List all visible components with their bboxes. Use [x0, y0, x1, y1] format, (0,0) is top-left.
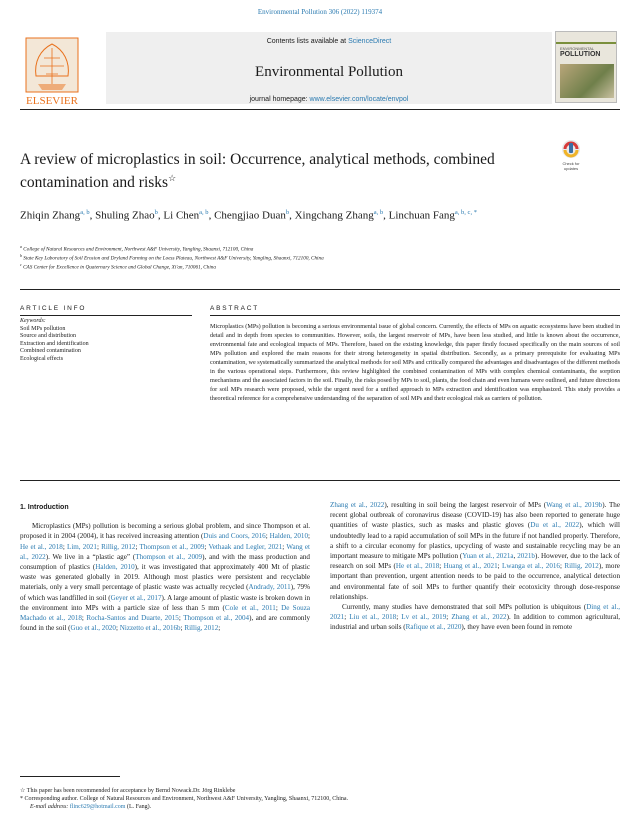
body-text: ; [204, 542, 209, 551]
body-text: ; [446, 613, 452, 622]
body-text: ; [265, 532, 270, 541]
body-text: ), more important than prevention, urgent attention needs to be paid to the occurrence, analytical detection and environmental fate of soil MPs to further quantify their ecotoxicity through dose-response relationships. [330, 562, 620, 601]
author-name[interactable]: Xingchang Zhang [294, 209, 374, 222]
citation-link[interactable]: Lwanga et al., 2016 [502, 562, 560, 571]
email-link[interactable]: flinc629@hotmail.com [69, 804, 126, 810]
journal-cover-thumbnail[interactable] [555, 31, 617, 103]
keyword-item: Ecological effects [20, 355, 64, 362]
citation-link[interactable]: Rafique et al., 2020 [405, 623, 462, 632]
citation-link[interactable]: Liu et al., 2018 [349, 613, 397, 622]
body-text: ; [96, 542, 102, 551]
author-name[interactable]: Zhiqin Zhang [20, 209, 81, 222]
citation-link[interactable]: Nizzetto et al., 2016b [119, 624, 181, 633]
body-text: ; [62, 542, 67, 551]
citation-link[interactable]: Zhang et al., 2022 [330, 501, 385, 509]
body-text: Microplastics (MPs) pollution is becoming a serious global problem, and since Thompson et al. proposed it in 2004 (2004), it has received increasing attention ( [20, 522, 310, 541]
author-list: Zhiqin Zhang$^{a, b}$, Shuling Zhao$^b$, Li Chen$^{a, b}$, Chengjiao Duan$^b$, Xingchang Zhang$^{a, b}$, Linchuan Fang$^{a, b, c, *}$ [20, 209, 477, 222]
citation-link[interactable]: He et al., 2018 [20, 542, 63, 551]
body-text: ), and are commonly found in the soil ( [20, 614, 310, 633]
journal-homepage: journal homepage: www.elsevier.com/locate/envpol [249, 96, 409, 103]
author-affiliation-sup[interactable]: b [154, 209, 158, 216]
footnote-star: ☆ This paper has been recommended for acceptance by Bernd Nowack.Dr. Jörg Rinklebe [20, 788, 236, 794]
citation-link[interactable]: Wang et al., 2019b [546, 501, 603, 509]
body-text: ; [178, 614, 184, 623]
author-name[interactable]: Li Chen [163, 209, 200, 222]
cover-title: POLLUTION [560, 51, 601, 58]
footnote-rule [20, 776, 120, 777]
body-text: ; [218, 624, 221, 633]
body-text: ). In addition to common agricultural, industrial and urban soils ( [330, 613, 620, 632]
citation-link[interactable]: Ding et al., 2021 [330, 603, 620, 622]
citation-link[interactable]: Vethaak and Legler, 2021 [208, 542, 283, 551]
cover-image [560, 64, 614, 98]
citation-link[interactable]: Wang et al., 2022 [20, 542, 311, 561]
cover-kicker: ENVIRONMENTAL [560, 46, 595, 51]
body-text: , [513, 552, 518, 561]
body-text: ; [135, 542, 140, 551]
citation-link[interactable]: Andrady, 2011 [248, 583, 291, 592]
author-affiliation-sup[interactable]: a, b [199, 209, 209, 216]
homepage-link[interactable]: www.elsevier.com/locate/envpol [309, 96, 409, 103]
body-text: ; [275, 603, 282, 612]
body-text: ; [439, 562, 444, 571]
abstract-rule [210, 315, 620, 316]
body-text: ; [344, 613, 350, 622]
citation-link[interactable]: Huang et al., 2021 [443, 562, 498, 571]
intro-paragraph-1-cont [330, 500, 620, 602]
author-name[interactable]: Chengjiao Duan [214, 209, 286, 222]
author-affiliation-sup[interactable]: a, b [80, 209, 90, 216]
keyword-item: Soil MPs pollution [20, 325, 66, 332]
author-affiliation-sup[interactable]: a, b [373, 209, 384, 216]
footnote-email: E-mail address: flinc629@hotmail.com (L. Fang). [30, 804, 152, 810]
keyword-item: Extraction and identification [20, 340, 89, 347]
keywords-label: Keywords: [20, 318, 46, 324]
affiliation-a: $^a$ College of Natural Resources and Environment, Northwest A&F University, Yangling, Shaanxi, 712100, China [20, 244, 254, 253]
affiliation-b: $^b$ State Key Laboratory of Soil Erosion and Dryland Farming on the Loess Plateau, Northwest A&F University, Yangling, Shaanxi, 712100, China [20, 253, 324, 262]
keyword-item: Combined contamination [20, 348, 81, 355]
elsevier-wordmark: ELSEVIER [26, 95, 78, 107]
citation-link[interactable]: Thompson et al., 2009 [139, 542, 205, 551]
journal-citation-link[interactable]: Environmental Pollution 306 (2022) 119374 [257, 8, 383, 16]
footnote-corresponding: * Corresponding author. College of Natural Resources and Environment, Northwest A&F University, Yangling, Shaanxi, 712100, China. [20, 796, 349, 802]
citation-link[interactable]: Duis and Coors, 2016 [203, 532, 266, 541]
section-heading: 1. Introduction [20, 504, 69, 511]
body-left-column [20, 503, 310, 633]
body-text: ; [81, 614, 87, 623]
body-text: ), and with the mass production and consumption of plastics ( [20, 552, 310, 572]
citation-link[interactable]: Rillig, 2012 [564, 562, 599, 571]
intro-paragraph-2 [330, 602, 620, 633]
journal-name: Environmental Pollution [255, 64, 403, 80]
intro-paragraph-1 [20, 521, 310, 633]
citation-link[interactable]: 2021b [517, 552, 535, 561]
body-text: ; [282, 542, 287, 551]
body-text: ; [396, 613, 402, 622]
citation-link[interactable]: Thompson et al., 2009 [135, 552, 203, 561]
citation-link[interactable]: He et al., 2018 [395, 562, 440, 571]
check-for-updates-badge[interactable] [556, 138, 586, 174]
author-affiliation-sup[interactable]: b [285, 209, 290, 216]
journal-header [20, 28, 620, 110]
cover-bar [556, 42, 616, 44]
citation-link[interactable]: Lim, 2021 [66, 542, 97, 551]
author-name[interactable]: Linchuan Fang [388, 209, 455, 222]
body-text: ; [308, 532, 310, 541]
citation-link[interactable]: Lv et al., 2019 [401, 613, 447, 622]
updates-label: Check for updates [562, 161, 580, 171]
body-text: ), it was investigated that approximately 400 Mt of plastic waste was generated globally in 2019. Although most plastics were persistent and recyclable materials, only a very small percentage of plastic waste was actually recycled ( [20, 563, 310, 592]
updates-icon [556, 138, 586, 162]
body-text: ). However, due to the lack of research on soil MPs ( [330, 552, 620, 571]
citation-link[interactable]: Thompson et al., 2004 [183, 614, 250, 623]
citation-link[interactable]: Yuan et al., 2021a [462, 552, 514, 561]
body-text: ). We live in a “plastic age” ( [45, 552, 136, 561]
body-text: ). The recent global outbreak of coronavirus disease (COVID-19) has also been reported to generate huge quantities of waste plastics, such as masks and plastic gloves ( [330, 501, 620, 530]
citation-link[interactable]: Geyer et al., 2017 [110, 593, 162, 602]
citation-link[interactable]: Halden, 2010 [95, 563, 135, 572]
citation-link[interactable]: Rocha-Santos and Duarte, 2015 [86, 614, 179, 623]
body-text: ), 79% of which was landfilled in soil ( [20, 583, 310, 602]
sciencedirect-link[interactable]: ScienceDirect [348, 38, 392, 45]
body-text: ), which will undoubtedly lead to a rapid accumulation of soil MPs in the future if not handled properly. Therefore, a shift to a circular economy for plastics, upcycling of waste and sustainable recycling may be an important measure to mitigate MPs pollution ( [330, 521, 620, 561]
body-text: ), they have even been found in remote [461, 623, 573, 632]
abstract-heading: ABSTRACT [210, 305, 260, 312]
body-text: Currently, many studies have demonstrated that soil MPs pollution is ubiquitous ( [342, 603, 587, 612]
article-info-heading: ARTICLE INFO [20, 305, 87, 312]
citation-link[interactable]: Zhang et al., 2022 [451, 613, 507, 622]
body-text: ). A large amount of plastic waste is broken down in the environment into MPs with a particle size of less than 5 mm ( [20, 593, 311, 612]
citation-link[interactable]: Rillig, 2012 [184, 624, 219, 633]
article-info-rule [20, 315, 192, 316]
title-footnote-mark[interactable]: ☆ [168, 173, 177, 183]
affiliation-c: $^c$ CAS Center for Excellence in Quaternary Science and Global Change, Xi'an, 710061, China [20, 262, 216, 271]
abstract-text: Microplastics (MPs) pollution is becoming a serious environmental issue of global concern. Currently, the effects of MPs on aquatic ecosystems have been studied in detail and in depth from species to communities. However, soils, the largest reservoir of MPs, have been less studied, and little is known about the occurrence, environmental fate and ecological impacts of MPs. Therefore, based on the existing knowledge, this paper firstly focused specifically on the main sources of soil MPs pollution and explored the main reasons for their strong heterogeneity in spatial distribution. Secondly, as a primary prerequisite for evaluating MPs contamination, we systematically summarized the analytical methods for soil MPs and critically compared the advantages and disadvantages of the different methods in the various operational steps. Furthermore, this review highlighted the combined contamination of MPs with complex chemical contaminants, the sorption mechanisms and the associated factors in the soil. Finally, the risks posed by MPs to soil, plants, the food chain and even humans were outlined, and future directions for soil MPs research were proposed, while the urgent need for a unified approach to MPs extraction and identification was emphasized. This study provides a theoretical reference for a comprehensive understanding of the separation of soil MPs and their ecological risk as carriers of pollution. [210, 323, 620, 402]
elsevier-logo [20, 36, 84, 108]
contents-available: Contents lists available at ScienceDirect [266, 38, 392, 45]
body-text: ; [559, 562, 565, 571]
author-name[interactable]: Shuling Zhao [95, 209, 155, 222]
divider-bottom [20, 480, 620, 481]
body-text: ; [115, 624, 120, 633]
journal-header-center [106, 32, 552, 104]
keyword-item: Source and distribution [20, 333, 76, 340]
citation-link[interactable]: Guo et al., 2020 [70, 624, 116, 633]
keywords-block [20, 318, 192, 364]
body-text: ; [497, 562, 503, 571]
citation-link[interactable]: Halden, 2010 [269, 532, 309, 541]
divider-top [20, 289, 620, 290]
body-text: ), resulting in soil being the largest reservoir of MPs ( [384, 501, 547, 509]
citation-link[interactable]: Cole et al., 2011 [224, 603, 276, 612]
citation-link[interactable]: Rillig, 2012 [101, 542, 136, 551]
citation-link[interactable]: De Souza Machado et al., 2018 [20, 603, 310, 623]
body-right-column [330, 500, 620, 633]
citation-link[interactable]: Du et al., 2022 [530, 521, 580, 530]
body-text: ; [180, 624, 185, 633]
author-affiliation-sup[interactable]: a, b, c, * [454, 209, 477, 216]
article-title: A review of microplastics in soil: Occurrence, analytical methods, combined contamination and risks☆ [20, 151, 495, 192]
